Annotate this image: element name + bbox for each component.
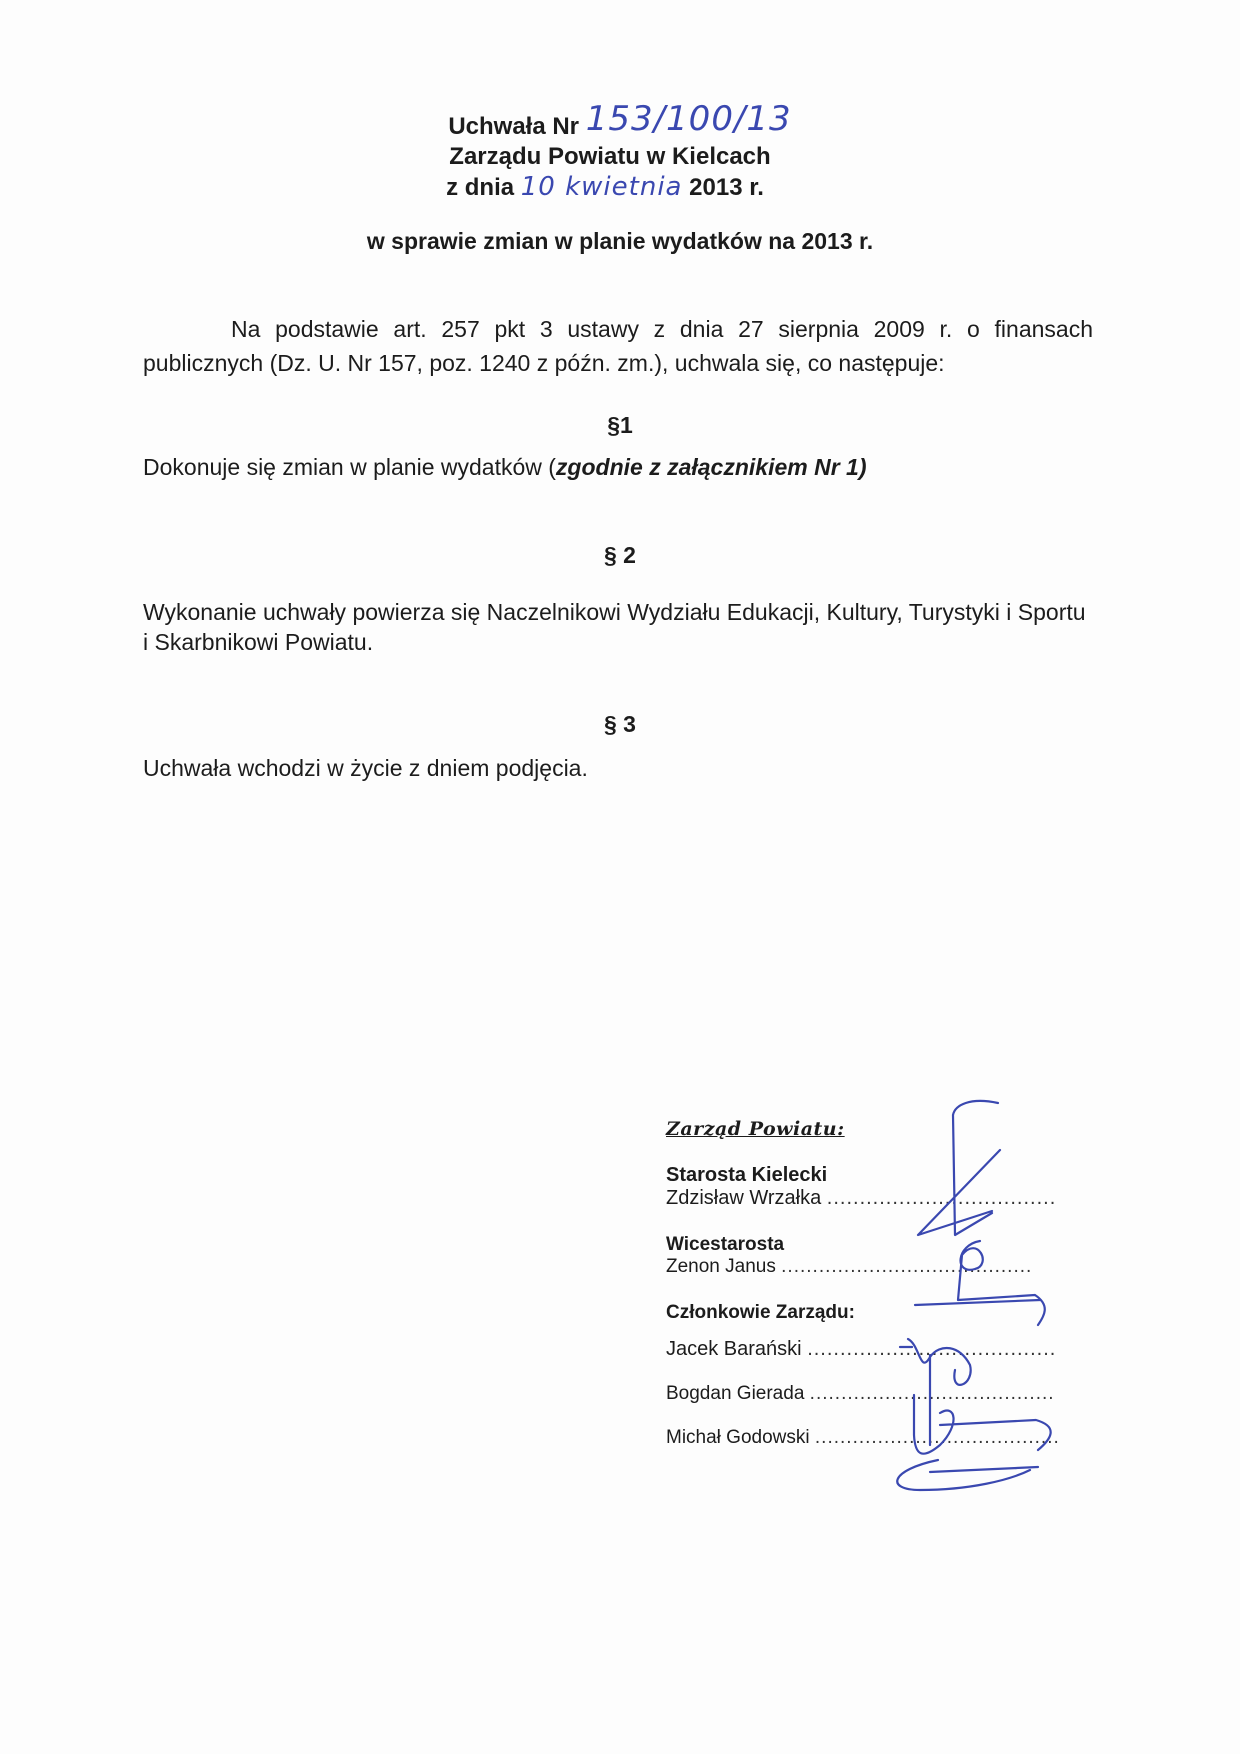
date-prefix: z dnia [446, 174, 515, 201]
section-2-text: Wykonanie uchwały powierza się Naczelnikowi Wydziału Edukacji, Kultury, Turystyki i Sportu i Skarbnikowi Powiatu. [143, 599, 1086, 655]
starosta-name: Zdzisław Wrzałka [666, 1187, 822, 1209]
section-3-text: Uchwała wchodzi w życie z dniem podjęcia. [143, 755, 588, 781]
resolution-subject: w sprawie zmian w planie wydatków na 2013 r. [366, 228, 874, 254]
resolution-issuer: Zarządu Powiatu w Kielcach [449, 143, 771, 170]
section-1-mark: §1 [607, 412, 633, 438]
signature-vice [915, 1241, 1045, 1325]
signature-line: ....................................... [814, 1427, 1060, 1448]
section-2-mark: § 2 [604, 542, 636, 568]
member-name: Bogdan Gierada [666, 1383, 805, 1404]
date-suffix: 2013 r. [689, 174, 764, 201]
signature-godowski [897, 1460, 1038, 1490]
signature-line: ........................................ [781, 1256, 1033, 1277]
members-role: Członkowie Zarządu: [666, 1302, 855, 1323]
section-1-body: Dokonuje się zmian w planie wydatków ( [143, 454, 556, 480]
section-1-attachment-ref: zgodnie z załącznikiem Nr 1) [555, 454, 867, 480]
vice-name: Zenon Janus [666, 1256, 776, 1277]
signature-starosta [918, 1101, 1000, 1235]
handwritten-signatures [860, 1095, 1060, 1515]
vice-role: Wicestarosta [666, 1234, 785, 1255]
section-1-text [143, 452, 1093, 482]
signature-line: ................................... [826, 1187, 1057, 1209]
resolution-number-line [0, 99, 1240, 142]
resolution-date-line [0, 172, 1225, 203]
legal-basis: Na podstawie art. 257 pkt 3 ustawy z dnia 27 sierpnia 2009 r. o finansach publicznych (Dz. U. Nr 157, poz. 1240 z późn. zm.), uchwala się, co następuje: [143, 316, 1093, 376]
board-title: Zarząd Powiatu: [666, 1118, 845, 1140]
signature-line: ....................................... [809, 1383, 1055, 1404]
resolution-header [0, 99, 1240, 203]
date-handwritten: 10 kwietnia [520, 172, 683, 202]
resolution-title-prefix: Uchwała Nr [448, 113, 580, 140]
signature-line: ...................................... [807, 1338, 1057, 1360]
member-name: Jacek Barański [666, 1338, 802, 1360]
signature-gierada [914, 1395, 1051, 1454]
signature-baranski [900, 1339, 971, 1445]
resolution-number-handwritten: 153/100/13 [585, 99, 792, 139]
starosta-role: Starosta Kielecki [666, 1164, 828, 1186]
member-name: Michał Godowski [666, 1427, 810, 1448]
section-3-mark: § 3 [604, 711, 636, 737]
